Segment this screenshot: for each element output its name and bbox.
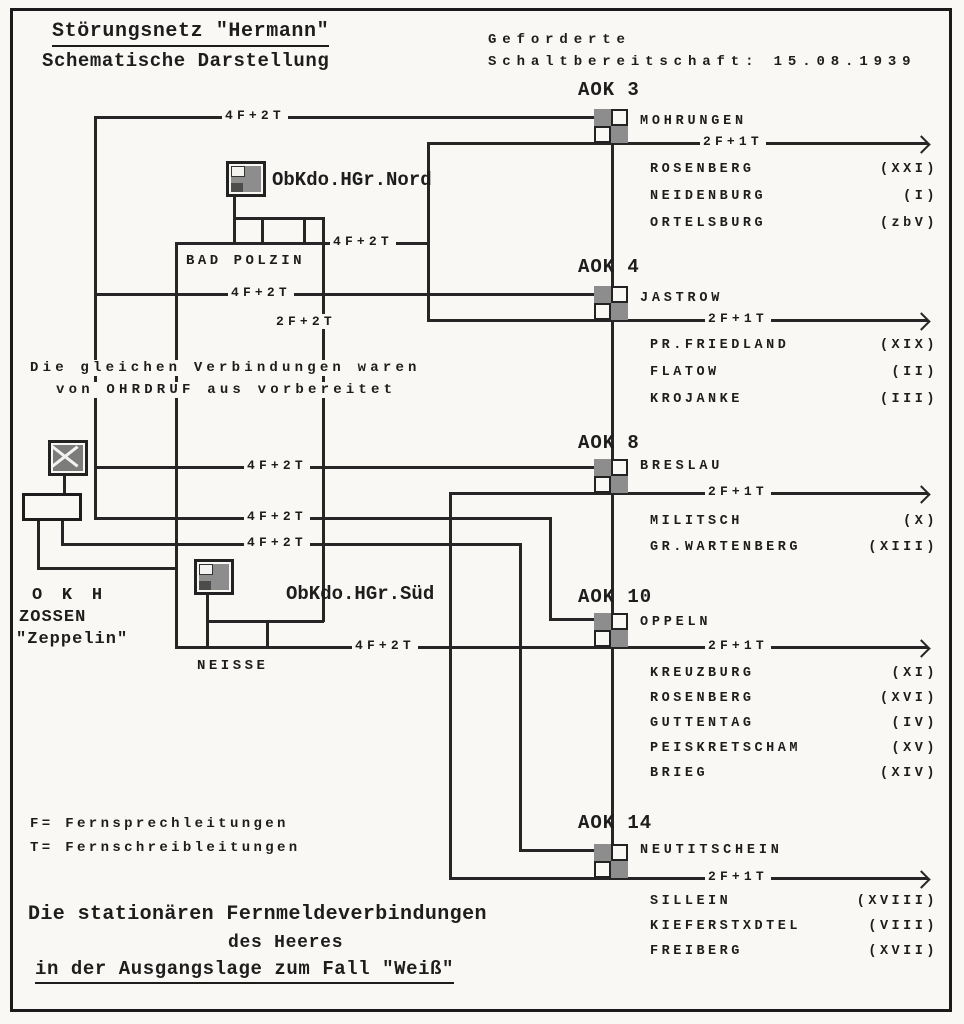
ohrdruf-note-line1: Die gleichen Verbindungen waren bbox=[30, 360, 421, 376]
link-label-4f2t: 4F+2T bbox=[228, 285, 294, 300]
unit-row bbox=[650, 919, 938, 934]
link-label-4f2t: 4F+2T bbox=[222, 108, 288, 123]
unit-row bbox=[650, 666, 938, 681]
link-label-4f2t: 4F+2T bbox=[244, 509, 310, 524]
unit-region: (XVIII) bbox=[856, 894, 938, 909]
aok14-hq: NEUTITSCHEIN bbox=[640, 843, 783, 858]
unit-row bbox=[650, 894, 938, 909]
unit-row bbox=[650, 216, 938, 231]
link-label-2f2t: 2F+2T bbox=[273, 314, 339, 329]
unit-region: (XVI) bbox=[879, 691, 938, 706]
line-okh-flagpole bbox=[63, 474, 66, 493]
unit-row bbox=[650, 944, 938, 959]
unit-region: (zbV) bbox=[879, 216, 938, 231]
unit-region: (II) bbox=[891, 365, 938, 380]
unit-name: MILITSCH bbox=[650, 514, 743, 529]
unit-region: (XIX) bbox=[879, 338, 938, 353]
unit-region: (XXI) bbox=[879, 162, 938, 177]
line-aok4-forward bbox=[427, 319, 928, 322]
okh-box bbox=[22, 493, 82, 521]
aok4-hq: JASTROW bbox=[640, 291, 724, 306]
unit-row bbox=[650, 514, 938, 529]
hgr-nord-flag-icon bbox=[226, 161, 266, 197]
unit-name: GR.WARTENBERG bbox=[650, 540, 801, 555]
diagram-title: Störungsnetz "Hermann" bbox=[52, 20, 329, 47]
line-left-trunk bbox=[175, 242, 178, 648]
line-okh-down-mid bbox=[61, 521, 64, 545]
link-label-4f2t: 4F+2T bbox=[244, 535, 310, 550]
line-nord-drop1 bbox=[261, 217, 264, 243]
line-nord-sued-2f2t bbox=[322, 217, 325, 622]
link-label-2f1t: 2F+1T bbox=[705, 869, 771, 884]
legend-f: F= Fernsprechleitungen bbox=[30, 816, 289, 832]
hgr-nord-label: ObKdo.HGr.Nord bbox=[272, 169, 432, 191]
readiness-date: Schaltbereitschaft: 15.08.1939 bbox=[488, 54, 917, 70]
exchange-node-breslau bbox=[594, 459, 628, 493]
okh-location: ZOSSEN bbox=[19, 608, 87, 627]
aok10-label: AOK 10 bbox=[578, 586, 653, 608]
line-okh-neisse bbox=[37, 567, 177, 570]
unit-row bbox=[650, 691, 938, 706]
unit-region: (III) bbox=[879, 392, 938, 407]
line-nord-drop2 bbox=[303, 217, 306, 243]
aok3-label: AOK 3 bbox=[578, 79, 640, 101]
readiness-label: Geforderte bbox=[488, 32, 631, 48]
unit-region: (I) bbox=[903, 189, 938, 204]
line-breslau-neutitschein bbox=[449, 492, 452, 878]
unit-region: (XIII) bbox=[868, 540, 938, 555]
unit-row bbox=[650, 716, 938, 731]
exchange-node-neutitschein bbox=[594, 844, 628, 878]
link-label-2f1t: 2F+1T bbox=[705, 638, 771, 653]
line-sued-bar bbox=[206, 620, 324, 623]
link-label-4f2t: 4F+2T bbox=[330, 234, 396, 249]
okh-name: O K H bbox=[32, 586, 107, 605]
exchange-node-jastrow bbox=[594, 286, 628, 320]
aok14-label: AOK 14 bbox=[578, 812, 653, 834]
aok10-hq: OPPELN bbox=[640, 615, 712, 630]
unit-row bbox=[650, 189, 938, 204]
footer-line3: in der Ausgangslage zum Fall "Weiß" bbox=[35, 958, 454, 984]
unit-row bbox=[650, 540, 938, 555]
line-nord-bar bbox=[233, 217, 324, 220]
aok3-hq: MOHRUNGEN bbox=[640, 114, 747, 129]
unit-name: FREIBERG bbox=[650, 944, 743, 959]
hgr-sued-label: ObKdo.HGr.Süd bbox=[286, 583, 435, 605]
line-okh-breslau bbox=[94, 466, 598, 469]
unit-name: KREUZBURG bbox=[650, 666, 755, 681]
unit-region: (XIV) bbox=[879, 766, 938, 781]
unit-row bbox=[650, 766, 938, 781]
unit-region: (XVII) bbox=[868, 944, 938, 959]
unit-row bbox=[650, 338, 938, 353]
line-okh-riser bbox=[94, 116, 97, 519]
line-okh-oppeln bbox=[94, 517, 551, 520]
link-label-2f1t: 2F+1T bbox=[705, 311, 771, 326]
line-neisse-oppeln-forward bbox=[175, 646, 928, 649]
footer-line1: Die stationären Fernmeldeverbindungen bbox=[28, 903, 487, 926]
link-label-2f1t: 2F+1T bbox=[705, 484, 771, 499]
unit-region: (XV) bbox=[891, 741, 938, 756]
hgr-sued-location: NEISSE bbox=[197, 658, 269, 674]
line-aok14-forward bbox=[449, 877, 928, 880]
unit-name: ORTELSBURG bbox=[650, 216, 767, 231]
line-okh-down-west bbox=[37, 521, 40, 568]
unit-row bbox=[650, 741, 938, 756]
hgr-nord-location: BAD POLZIN bbox=[186, 253, 306, 269]
line-okh-neutitschein-drop bbox=[519, 543, 522, 851]
unit-name: KIEFERSTXDTEL bbox=[650, 919, 801, 934]
unit-region: (X) bbox=[903, 514, 938, 529]
unit-region: (IV) bbox=[891, 716, 938, 731]
aok8-label: AOK 8 bbox=[578, 432, 640, 454]
link-label-4f2t: 4F+2T bbox=[352, 638, 418, 653]
border-frame bbox=[10, 8, 952, 1012]
line-okh-mohrungen bbox=[94, 116, 596, 119]
unit-name: PR.FRIEDLAND bbox=[650, 338, 790, 353]
diagram-subtitle: Schematische Darstellung bbox=[42, 50, 330, 72]
aok8-hq: BRESLAU bbox=[640, 459, 724, 474]
okh-hq-icon bbox=[48, 440, 88, 476]
unit-row bbox=[650, 162, 938, 177]
legend-t: T= Fernschreibleitungen bbox=[30, 840, 301, 856]
unit-name: PEISKRETSCHAM bbox=[650, 741, 801, 756]
unit-region: (XI) bbox=[891, 666, 938, 681]
unit-name: SILLEIN bbox=[650, 894, 732, 909]
hgr-sued-flag-icon bbox=[194, 559, 234, 595]
line-aok3-forward bbox=[427, 142, 928, 145]
exchange-node-oppeln bbox=[594, 613, 628, 647]
okh-codename: "Zeppelin" bbox=[16, 630, 129, 649]
unit-name: ROSENBERG bbox=[650, 691, 755, 706]
line-sued-drop bbox=[266, 620, 269, 648]
exchange-node-mohrungen bbox=[594, 109, 628, 143]
ohrdruf-note-line2: von OHRDRUF aus vorbereitet bbox=[56, 382, 397, 398]
unit-region: (VIII) bbox=[868, 919, 938, 934]
unit-row bbox=[650, 392, 938, 407]
unit-name: BRIEG bbox=[650, 766, 709, 781]
link-label-4f2t: 4F+2T bbox=[244, 458, 310, 473]
line-aok8-forward bbox=[449, 492, 928, 495]
unit-name: NEIDENBURG bbox=[650, 189, 767, 204]
unit-name: ROSENBERG bbox=[650, 162, 755, 177]
line-okh-oppeln-drop bbox=[549, 517, 552, 620]
unit-name: KROJANKE bbox=[650, 392, 743, 407]
aok4-label: AOK 4 bbox=[578, 256, 640, 278]
line-okh-jastrow bbox=[94, 293, 598, 296]
line-neutitschein-top-feed bbox=[519, 849, 602, 852]
unit-name: FLATOW bbox=[650, 365, 720, 380]
unit-row bbox=[650, 365, 938, 380]
link-label-2f1t: 2F+1T bbox=[700, 134, 766, 149]
footer-line2: des Heeres bbox=[228, 933, 344, 953]
unit-name: GUTTENTAG bbox=[650, 716, 755, 731]
